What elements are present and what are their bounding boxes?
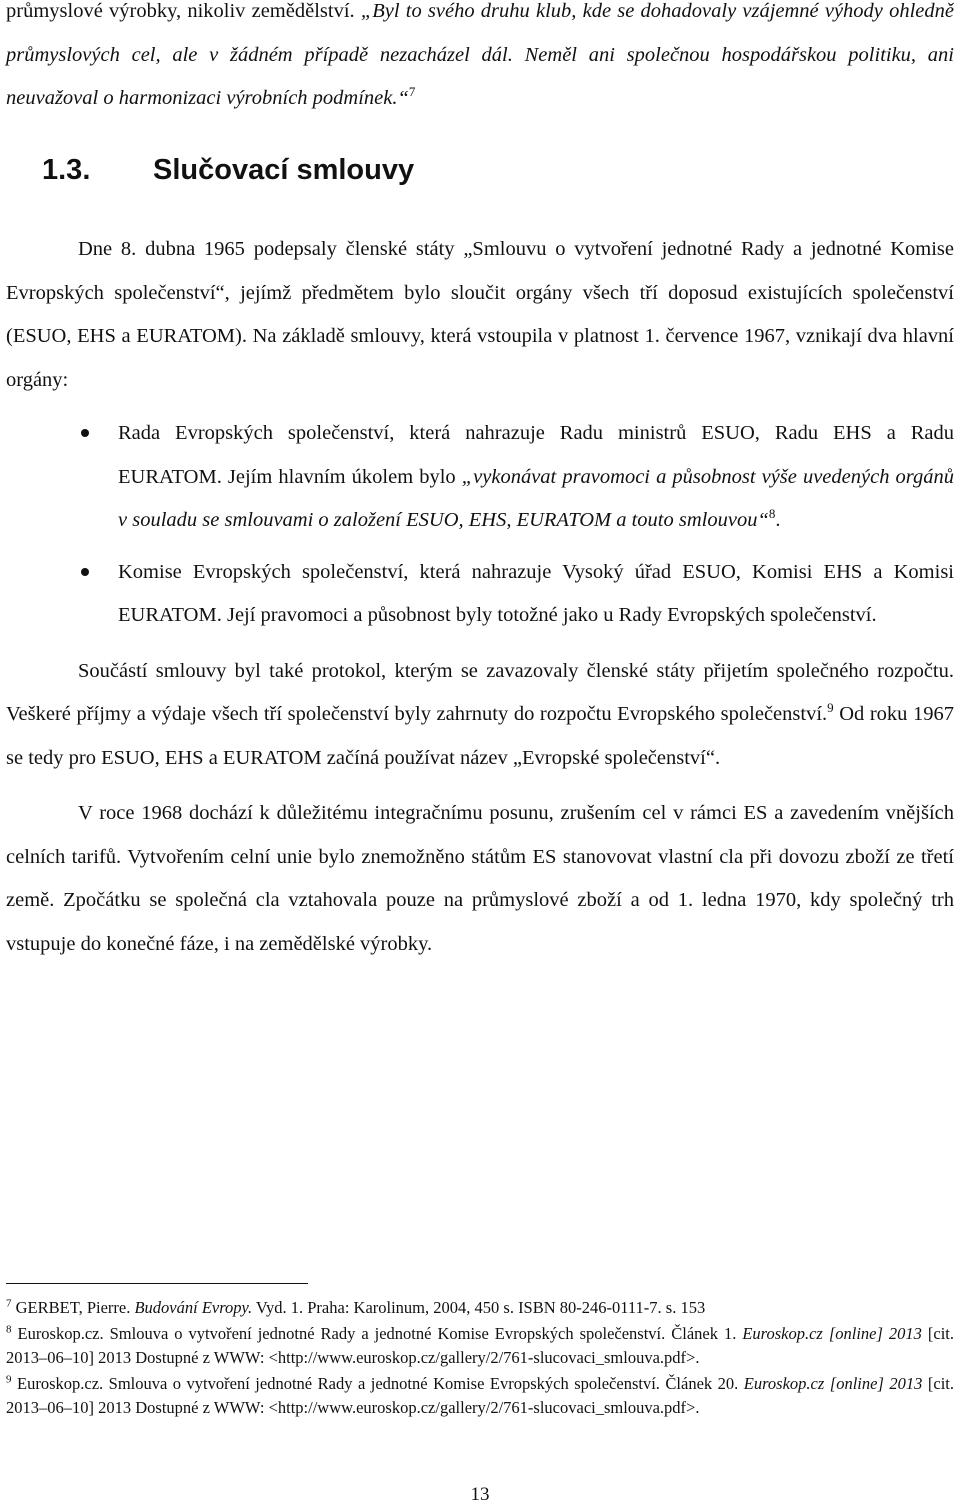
- footnote-number: 8: [6, 1323, 12, 1336]
- bullet-icon: [81, 429, 89, 437]
- paragraph-1: Dne 8. dubna 1965 podepsaly členské státy „Smlouvu o vytvoření jednotné Rady a jednotné Komise Evropských společenství“, jejímž předmětem bylo sloučit orgány všech tří doposud existujících společenství (ESUO, EHS a EURATOM). Na základě smlouvy, která vstoupila v platnost 1. července 1967, vznikají dva hlavní orgány:: [6, 238, 954, 391]
- section-heading: [42, 148, 414, 192]
- bullet-1-text: Rada Evropských společenství, která nahrazuje Radu ministrů ESUO, Radu EHS a Radu EURATOM. Jejím hlavním úkolem bylo: [118, 422, 954, 488]
- bullet-2-text: Komise Evropských společenství, která nahrazuje Vysoký úřad ESUO, Komisi EHS a Komisi EURATOM. Její pravomoci a působnost byly totožné jako u Rady Evropských společenství.: [118, 560, 954, 626]
- footnote-ref-9: 9: [827, 700, 834, 716]
- paragraph-3: V roce 1968 dochází k důležitému integračnímu posunu, zrušením cel v rámci ES a zavedením vnějších celních tarifů. Vytvořením celní unie bylo znemožněno státům ES stanovovat vlastní cla při dovozu zboží ze třetí země. Zpočátku se společná cla vztahovala pouze na průmyslové zboží a od 1. ledna 1970, kdy společný trh vstupuje do konečné fáze, i na zemědělské výrobky.: [6, 802, 954, 955]
- bullet-1-quote: „vykonávat pravomoci a působnost výše uvedených orgánů v souladu se smlouvami o založení ESUO, EHS, EURATOM a touto smlouvou“: [118, 465, 954, 531]
- main-text: [6, 228, 954, 966]
- footnote-8: $^8$ Euroskop.cz. Smlouva o vytvoření jednotné Rady a jednotné Komise Evropských společenství. Článek 1. Euroskop.cz [online] 2013 [cit. 2013–06–10] 2013 Dostupné z WWW: <http://www.euroskop.cz/gallery/2/761-slucovaci_smlouva.pdf>.: [6, 1323, 954, 1367]
- bullet-icon: [81, 568, 89, 576]
- top-text: průmyslové výrobky, nikoliv zemědělství.: [6, 0, 361, 22]
- footnotes: [6, 1296, 954, 1422]
- page-number: 13: [470, 1484, 490, 1505]
- list-item: [6, 412, 954, 543]
- paragraph-2: [6, 650, 954, 781]
- footnote-ref-7: 7: [408, 84, 416, 100]
- footnote-link: [cit. 2013–06–10] 2013 Dostupné z WWW: <http://www.euroskop.cz/gallery/2/761-slucovaci_smlouva.pdf>.: [6, 1324, 954, 1367]
- footnote-number: 7: [6, 1297, 12, 1310]
- footnote-9: $^9$ Euroskop.cz. Smlouva o vytvoření jednotné Rady a jednotné Komise Evropských společenství. Článek 20. Euroskop.cz [online] 2013 [cit. 2013–06–10] 2013 Dostupné z WWW: <http://www.euroskop.cz/gallery/2/761-slucovaci_smlouva.pdf>.: [6, 1373, 954, 1417]
- top-paragraph: [6, 0, 954, 121]
- footnote-book-title: Budování Evropy.: [134, 1298, 253, 1317]
- top-quote: „Byl to svého druhu klub, kde se dohadovaly vzájemné výhody ohledně průmyslových cel, ale v žádném případě nezacházel dál. Neměl ani společnou hospodářskou politiku, ani neuvažoval o harmonizaci výrobních podmínek.“: [6, 0, 954, 109]
- footnote-7: $^7$ GERBET, Pierre. Budování Evropy. Vyd. 1. Praha: Karolinum, 2004, 450 s. ISBN 80-246-0111-7. s. 153: [6, 1297, 706, 1317]
- footnote-number: 9: [6, 1373, 12, 1386]
- paragraph-2-text: Součástí smlouvy byl také protokol, kterým se zavazovaly členské státy přijetím společného rozpočtu. Veškeré příjmy a výdaje všech tří společenství byly zahrnuty do rozpočtu Evropského společenství.: [6, 659, 954, 725]
- list-item: [6, 551, 954, 638]
- bullet-1-end: .: [775, 509, 781, 531]
- section-number: 1.3.: [42, 154, 91, 186]
- footnote-ref-8: 8: [768, 506, 776, 522]
- bullet-list: [6, 412, 954, 638]
- section-title: Slučovací smlouvy: [153, 154, 415, 186]
- footnote-link: [cit. 2013–06–10] 2013 Dostupné z WWW: <http://www.euroskop.cz/gallery/2/761-slucovaci_smlouva.pdf>.: [6, 1374, 954, 1417]
- footnote-divider: [6, 1283, 308, 1284]
- paragraph-2-text-2: Od roku 1967 se tedy pro ESUO, EHS a EURATOM začíná používat název „Evropské společenství“.: [6, 703, 954, 769]
